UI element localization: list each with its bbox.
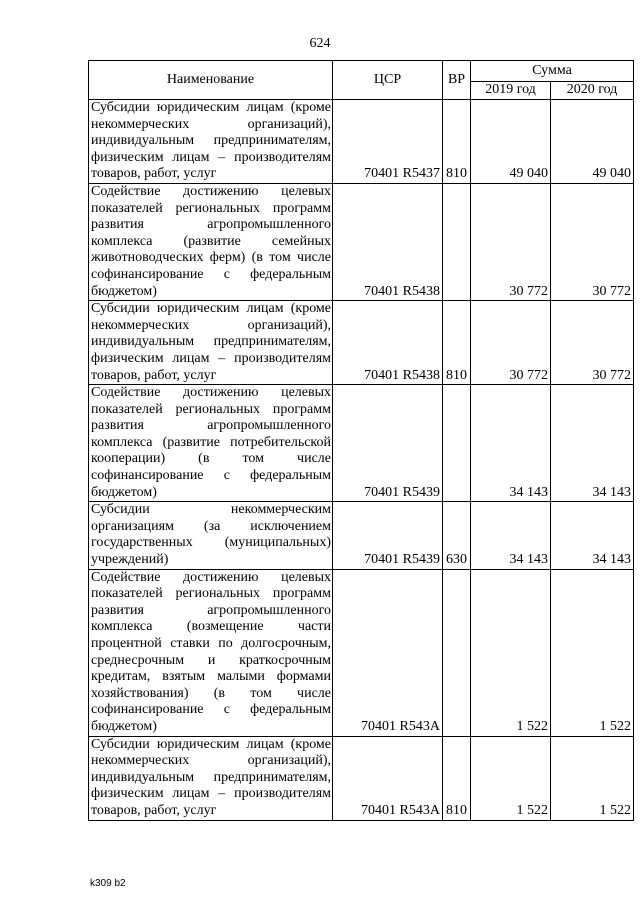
row-csr: 70401 R5439 xyxy=(333,502,443,569)
row-name: Субсидии некоммерческим организациям (за исключением государственных (муниципальных) учреждений) xyxy=(89,502,333,569)
table-row xyxy=(89,736,634,820)
row-sum-2019: 34 143 xyxy=(471,385,551,502)
row-sum-2020: 30 772 xyxy=(551,183,634,300)
row-sum-2019: 30 772 xyxy=(471,301,551,385)
row-sum-2019: 1 522 xyxy=(471,736,551,820)
header-year-2019: 2019 год xyxy=(471,82,551,100)
table-row xyxy=(89,301,634,385)
row-name: Содействие достижению целевых показателей региональных программ развития агропромышленного комплекса (развитие семейных животноводческих ферм) (в том числе софинансирование с федеральным бюджетом) xyxy=(89,183,333,300)
row-sum-2020: 1 522 xyxy=(551,736,634,820)
row-vr xyxy=(443,569,471,736)
table-row xyxy=(89,183,634,300)
row-sum-2020: 30 772 xyxy=(551,301,634,385)
row-sum-2020: 34 143 xyxy=(551,502,634,569)
row-vr xyxy=(443,385,471,502)
row-vr xyxy=(443,183,471,300)
row-csr: 70401 R5438 xyxy=(333,301,443,385)
row-name: Содействие достижению целевых показателей региональных программ развития агропромышленного комплекса (развитие потребительской кооперации) (в том числе софинансирование с федеральным бюджетом) xyxy=(89,385,333,502)
header-csr: ЦСР xyxy=(333,61,443,100)
row-sum-2019: 34 143 xyxy=(471,502,551,569)
budget-table xyxy=(88,60,634,821)
row-vr: 810 xyxy=(443,736,471,820)
row-sum-2019: 30 772 xyxy=(471,183,551,300)
table-row xyxy=(89,569,634,736)
row-vr: 810 xyxy=(443,301,471,385)
header-name: Наименование xyxy=(89,61,333,100)
header-sum: Сумма xyxy=(471,61,634,82)
table-row xyxy=(89,385,634,502)
header-vr: ВР xyxy=(443,61,471,100)
row-csr: 70401 R543А xyxy=(333,569,443,736)
row-name: Содействие достижению целевых показателей региональных программ развития агропромышленного комплекса (возмещение части процентной ставки по долгосрочным, среднесрочным и краткосрочным кредитам, взятым малыми формами хозяйствования) (в том числе софинансирование с федеральным бюджетом) xyxy=(89,569,333,736)
row-csr: 70401 R543А xyxy=(333,736,443,820)
row-csr: 70401 R5437 xyxy=(333,100,443,184)
page-number: 624 xyxy=(309,36,331,51)
row-sum-2020: 49 040 xyxy=(551,100,634,184)
row-sum-2019: 1 522 xyxy=(471,569,551,736)
table-row xyxy=(89,100,634,184)
row-sum-2020: 1 522 xyxy=(551,569,634,736)
row-sum-2020: 34 143 xyxy=(551,385,634,502)
row-vr: 630 xyxy=(443,502,471,569)
table-row xyxy=(89,502,634,569)
footer-code: k309 b2 xyxy=(90,878,126,889)
row-name: Субсидии юридическим лицам (кроме некоммерческих организаций), индивидуальным предпринимателям, физическим лицам – производителям товаров, работ, услуг xyxy=(89,736,333,820)
row-vr: 810 xyxy=(443,100,471,184)
row-sum-2019: 49 040 xyxy=(471,100,551,184)
row-csr: 70401 R5438 xyxy=(333,183,443,300)
row-name: Субсидии юридическим лицам (кроме некоммерческих организаций), индивидуальным предпринимателям, физическим лицам – производителям товаров, работ, услуг xyxy=(89,301,333,385)
header-year-2020: 2020 год xyxy=(551,82,634,100)
row-csr: 70401 R5439 xyxy=(333,385,443,502)
row-name: Субсидии юридическим лицам (кроме некоммерческих организаций), индивидуальным предпринимателям, физическим лицам – производителям товаров, работ, услуг xyxy=(89,100,333,184)
